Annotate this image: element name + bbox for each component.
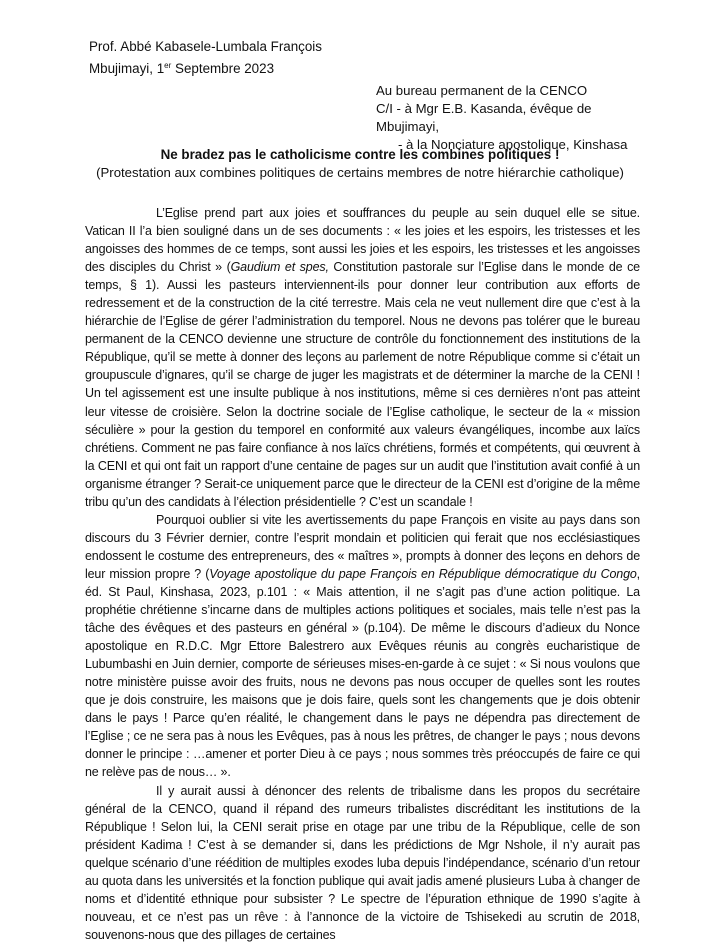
letter-header xyxy=(89,37,322,78)
recipient-line-3: Mbujimayi, xyxy=(376,119,440,134)
date-superscript: er xyxy=(164,61,172,70)
paragraph-1-text-b: Constitution pastorale sur l’Eglise dans le monde de ce temps, § 1). Aussi les pasteurs interviennent-ils pour donner leur contribution aux efforts de redressement et de la construction de la cité terrestre. Mais cela ne veut nullement dire que c’est à la hiérarchie de l’Eglise de gérer l’administration du temporel. Nous ne devons pas tolérer que le bureau permanent de la CENCO devienne une structure de contrôle du fonctionnement des institutions de la République, qu’il se mette à donner des leçons au parlement de notre République comme si c’était un groupuscule d’ignares, qu’il se charge de juger les magistrats et de déterminer la marche de la CENI ! Un tel agissement est une insulte publique à nos institutions, même si ces dernières n’ont pas atteint leur vitesse de croisière. Selon la doctrine sociale de l’Eglise catholique, le secteur de la « mission séculière » pour la gestion du temporel en conformité aux valeurs évangéliques, incombe aux laïcs chrétiens. Comment ne pas faire confiance à nos laïcs chrétiens, formés et compétents, qui œuvrent à la CENI et qui ont fait un rapport d’une centaine de pages sur un audit que l’institution avait confié à un organisme étranger ? Serait-ce uniquement parce que le directeur de la CENI est d’origine de la même tribu qu’un des candidats à l’élection présidentielle ? C’est un scandale ! xyxy=(85,260,640,509)
paragraph-3: Il y aurait aussi à dénoncer des relents de tribalisme dans les propos du secrétaire général de la CENCO, quand il répand des rumeurs tribalistes discréditant les institutions de la République ! Selon lui, la CENI serait prise en otage par une tribu de la République, celle de son président Kadima ! C’est à se demander si, dans les prédictions de Mgr Nshole, il n’y aurait pas quelque scénario d’une réédition de multiples exodes luba depuis l’indépendance, scénario d’un retour au quota dans les universités et la fonction publique qui avait jadis amené plusieurs Luba à changer de noms et d’identité ethnique pour subsister ? Le spectre de l’épuration ethnique de 1990 s’agite à nouveau, et ce n’est pas un rêve : à l’annonce de la victoire de Tshisekedi au scrutin de 2018, souvenons-nous que des pillages de certaines xyxy=(85,783,640,942)
paragraph-1-citation: Gaudium et spes, xyxy=(230,260,329,275)
paragraph-2-text-a: Pourquoi oublier si vite les avertissements du pape François en visite au pays dans son discours du 3 Février dernier, contre l’esprit mondain et politicien qui ferait que nos ecclésiastiques endossent le costume des entrepreneurs, des « maîtres », prompts à donner des leçons en dehors de leur mission propre ? ( xyxy=(85,512,640,581)
recipient-line-1: Au bureau permanent de la CENCO xyxy=(376,83,588,98)
place-date-suffix: Septembre 2023 xyxy=(171,61,275,76)
author-line: Prof. Abbé Kabasele-Lumbala François xyxy=(89,39,322,54)
document-title: Ne bradez pas le catholicisme contre les combines politiques ! xyxy=(160,147,560,162)
recipient-line-2: C/I - à Mgr E.B. Kasanda, évêque de xyxy=(376,101,592,116)
recipients-block xyxy=(376,82,676,154)
place-date-prefix: Mbujimayi, 1 xyxy=(89,61,165,76)
paragraph-2-citation: Voyage apostolique du pape François en République démocratique du Congo xyxy=(209,566,637,581)
paragraph-2-text-b: , éd. St Paul, Kinshasa, 2023, p.101 : « Mais attention, il ne s’agit pas d’une action politique. La prophétie chrétienne s’incarne dans de multiples actions politiques et sociales, mais telle n’est pas la tâche des évêques et des pasteurs en général » (p.104). De même le discours d’adieux du Nonce apostolique en R.D.C. Mgr Ettore Balestrero aux Evêques réunis au congrès eucharistique de Lubumbashi en Juin dernier, comporte de sérieuses mises-en-garde à ce sujet : « Si nous voulons que notre ministère puisse avoir des fruits, nous ne devons pas nous occuper de quelles sont les routes que je dois construire, les maisons que je dois faire, quels sont les changements que je dois obtenir dans le pays ! Parce qu’en réalité, le changement dans le pays ne dépendra pas directement de l’Eglise ; ce ne sera pas à nous les Evêques, pas à nous les prêtres, de changer le pays ; nous devons donner le principe : …amener et porter Dieu à ce pays ; nous sommes très préoccupés de faire ce qui ne relève pas de nous… ». xyxy=(85,566,640,780)
recipient-line-4: - à la Nonciature apostolique, Kinshasa xyxy=(398,137,628,152)
place-date-line xyxy=(89,56,322,78)
paragraph-1 xyxy=(85,204,640,511)
letter-body xyxy=(85,204,640,944)
paragraph-1-text-a: L’Eglise prend part aux joies et souffrances du peuple au sein duquel elle se situe. Vatican II l’a bien souligné dans un de ses documents : « les joies et les espoirs, les tristesses et les angoisses des hommes de ce temps, sont aussi les joies et les espoirs, les tristesses et les angoisses des disciples du Christ » ( xyxy=(85,206,640,275)
document-subtitle: (Protestation aux combines politiques de certains membres de notre hiérarchie catholique) xyxy=(96,165,624,180)
paragraph-2 xyxy=(85,511,640,782)
